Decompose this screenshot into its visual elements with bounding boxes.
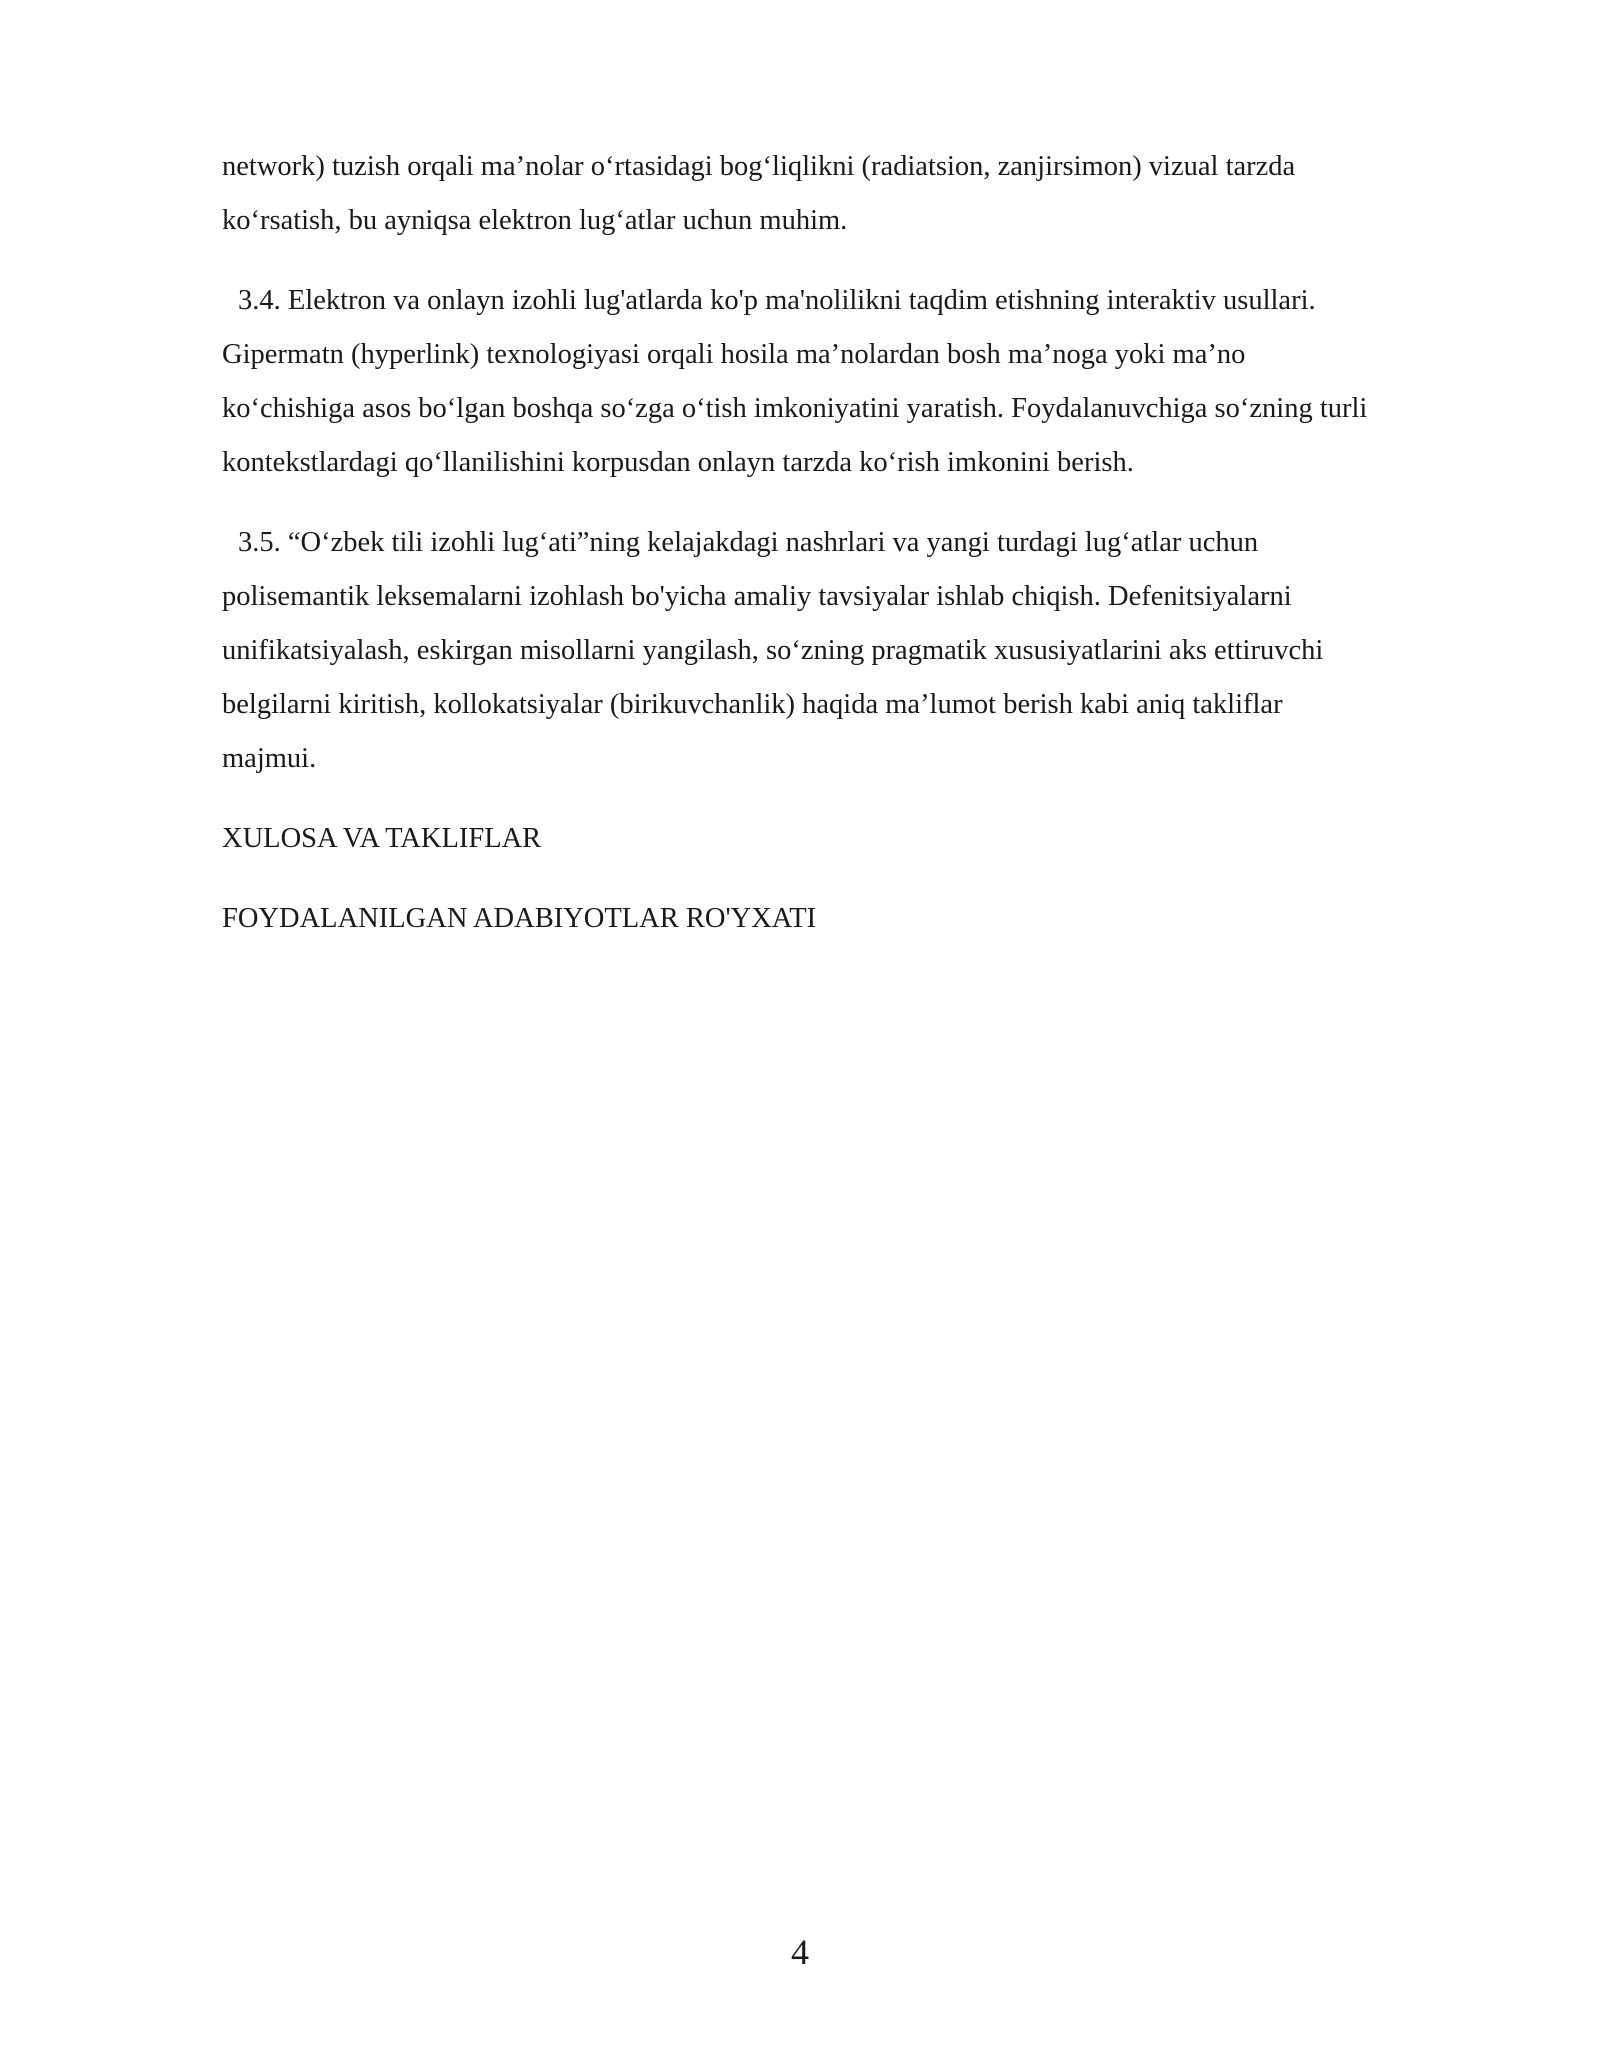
paragraph-line: majmui. (222, 743, 317, 774)
paragraph-line: unifikatsiyalash, eskirgan misollarni yangilash, so‘zning pragmatik xususiyatlarini aks ettiruvchi (222, 635, 1324, 666)
paragraph-line: polisemantik leksemalarni izohlash bo'yicha amaliy tavsiyalar ishlab chiqish. Defenitsiyalarni (222, 581, 1292, 612)
paragraph-line: kontekstlardagi qo‘llanilishini korpusdan onlayn tarzda ko‘rish imkonini berish. (222, 447, 1134, 478)
page-content (222, 140, 1522, 972)
paragraph-line: belgilarni kiritish, kollokatsiyalar (birikuvchanlik) haqida ma’lumot berish kabi aniq takliflar (222, 689, 1283, 720)
paragraph-section-3-4 (222, 274, 1522, 490)
heading-conclusions: XULOSA VA TAKLIFLAR (222, 823, 542, 854)
paragraph-line: Gipermatn (hyperlink) texnologiyasi orqali hosila ma’nolardan bosh ma’noga yoki ma’no (222, 339, 1246, 370)
heading-references: FOYDALANILGAN ADABIYOTLAR RO'YXATI (222, 903, 817, 934)
paragraph-line: ko‘chishiga asos bo‘lgan boshqa so‘zga o‘tish imkoniyatini yaratish. Foydalanuvchiga so‘zning turli (222, 393, 1368, 424)
paragraph-line: ko‘rsatish, bu ayniqsa elektron lug‘atlar uchun muhim. (222, 205, 848, 236)
paragraph-line: network) tuzish orqali ma’nolar o‘rtasidagi bog‘liqlikni (radiatsion, zanjirsimon) vizual tarzda (222, 151, 1296, 182)
paragraph-line: 3.4. Elektron va onlayn izohli lug'atlarda ko'p ma'nolilikni taqdim etishning interaktiv usullari. (238, 285, 1316, 316)
paragraph-network-continuation (222, 140, 1522, 248)
page-number: 4 (791, 1932, 809, 1972)
paragraph-section-3-5 (222, 516, 1522, 786)
paragraph-line: 3.5. “O‘zbek tili izohli lug‘ati”ning kelajakdagi nashrlari va yangi turdagi lug‘atlar uchun (238, 527, 1259, 558)
